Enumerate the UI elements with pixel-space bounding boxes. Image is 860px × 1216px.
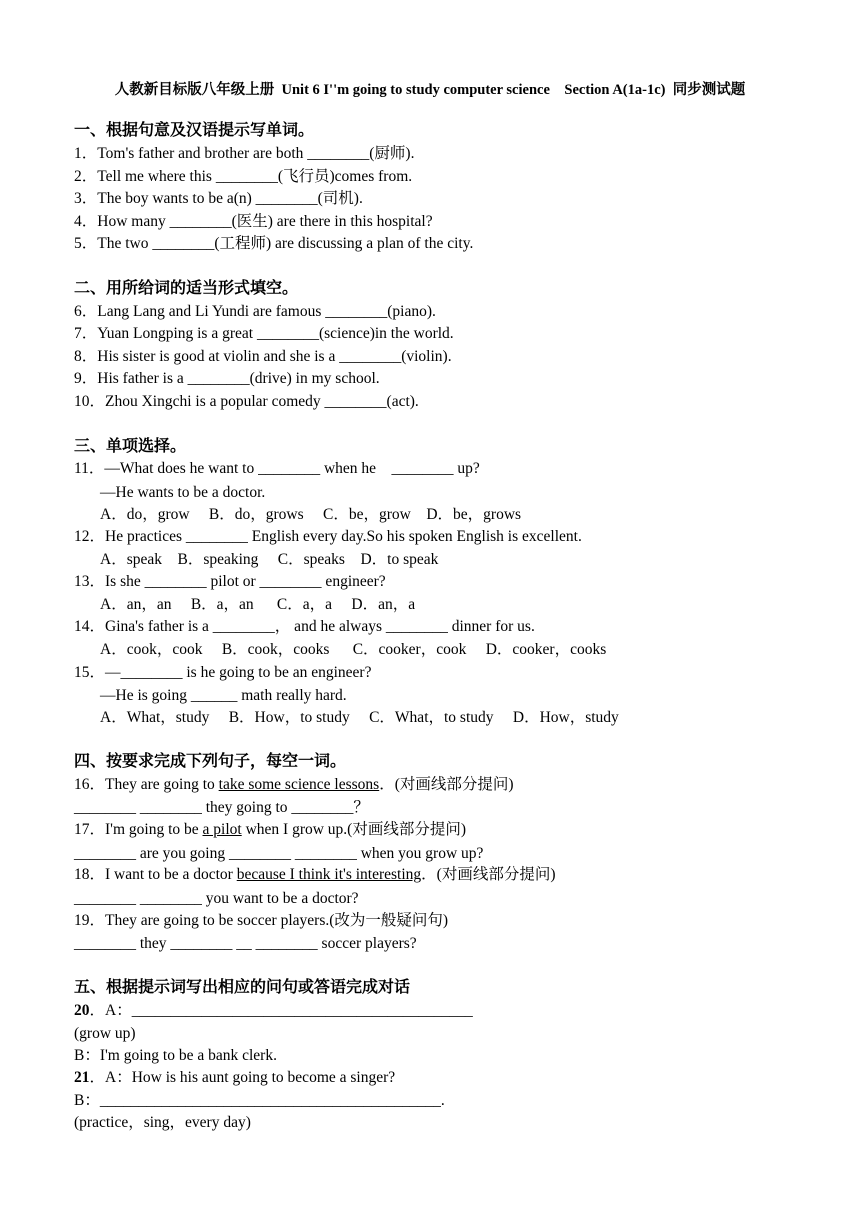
question-15: 15．—________ is he going to be an engineer? (74, 664, 372, 681)
question-19-answer: ________ they ________ __ ________ soccer players? (74, 935, 417, 952)
question-2: 2．Tell me where this ________(飞行员)comes from. (74, 168, 413, 185)
section-4-heading: 四、按要求完成下列句子，每空一词。 (74, 753, 347, 770)
question-14: 14．Gina's father is a ________， and he always ________ dinner for us. (74, 618, 535, 635)
question-11-options: A．do，grow B．do，grows C．be，grow D．be，grows (100, 506, 522, 523)
question-18: 18．I want to be a doctor because I think it's interesting．(对画线部分提问) (74, 866, 556, 883)
question-7: 7．Yuan Longping is a great ________(science)in the world. (74, 325, 454, 342)
answer-blank: ____________________________________________. (99, 1092, 445, 1109)
question-11: 11．—What does he want to ________ when he ________ up? (74, 460, 480, 477)
question-12-options: A．speak B．speaking C．speaks D．to speak (100, 551, 439, 568)
underlined-phrase: because I think it's interesting (236, 866, 422, 883)
question-9: 9．His father is a ________(drive) in my school. (74, 370, 380, 387)
section-1-heading: 一、根据句意及汉语提示写单词。 (74, 122, 315, 139)
question-11-answer: —He wants to be a doctor. (100, 484, 266, 501)
section-3-heading: 三、单项选择。 (74, 438, 187, 455)
question-13: 13．Is she ________ pilot or ________ engineer? (74, 573, 386, 590)
question-14-options: A．cook，cook B．cook，cooks C．cooker，cook D．cooker，cooks (100, 641, 607, 658)
question-17-answer: ________ are you going ________ ________ when you grow up? (74, 845, 484, 862)
question-4: 4．How many ________(医生) are there in this hospital? (74, 213, 433, 230)
question-16-answer: ________ ________ they going to ________？ (74, 799, 369, 816)
underlined-phrase: a pilot (202, 821, 242, 838)
question-6: 6．Lang Lang and Li Yundi are famous ________(piano). (74, 303, 436, 320)
question-16: 16．They are going to take some science lessons．(对画线部分提问) (74, 776, 514, 793)
question-21-reply: B：____________________________________________. (74, 1092, 445, 1109)
page-title: 人教新目标版八年级上册 Unit 6 I''m going to study computer science Section A(1a-1c) 同步测试题 (114, 82, 746, 98)
question-20: 20．A：____________________________________________ (74, 1002, 473, 1019)
question-21: 21．A：How is his aunt going to become a singer? (74, 1069, 396, 1086)
section-5-heading: 五、根据提示词写出相应的问句或答语完成对话 (74, 979, 411, 996)
question-18-answer: ________ ________ you want to be a doctor? (74, 890, 359, 907)
question-12: 12．He practices ________ English every day.So his spoken English is excellent. (74, 528, 582, 545)
underlined-phrase: take some science lessons (218, 776, 380, 793)
question-17: 17．I'm going to be a pilot when I grow up.(对画线部分提问) (74, 821, 466, 838)
question-19: 19．They are going to be soccer players.(改为一般疑问句) (74, 912, 449, 929)
question-15-answer: —He is going ______ math really hard. (100, 687, 347, 704)
question-20-hint: (grow up) (74, 1025, 136, 1042)
question-10: 10．Zhou Xingchi is a popular comedy ________(act). (74, 393, 419, 410)
section-2-heading: 二、用所给词的适当形式填空。 (74, 280, 299, 297)
question-5: 5．The two ________(工程师) are discussing a plan of the city. (74, 235, 474, 252)
question-8: 8．His sister is good at violin and she is a ________(violin). (74, 348, 452, 365)
answer-blank: ____________________________________________ (131, 1002, 473, 1019)
question-21-hint: (practice，sing，every day) (74, 1114, 251, 1131)
question-1: 1．Tom's father and brother are both ________(厨师). (74, 145, 415, 162)
question-20-reply: B：I'm going to be a bank clerk. (74, 1047, 277, 1064)
question-3: 3．The boy wants to be a(n) ________(司机). (74, 190, 363, 207)
question-15-options: A．What，study B．How，to study C．What，to study D．How，study (100, 709, 619, 726)
question-13-options: A．an，an B．a，an C．a，a D．an，a (100, 596, 416, 613)
